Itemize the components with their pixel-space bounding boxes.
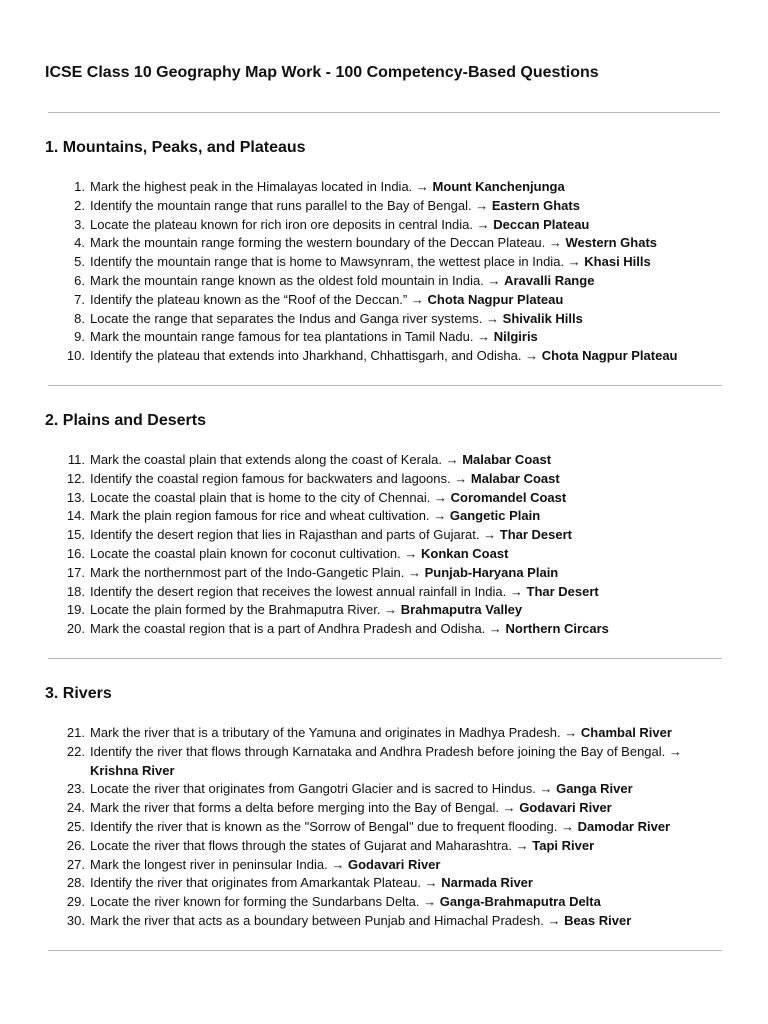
answer-text: Godavari River xyxy=(347,856,441,872)
divider xyxy=(48,112,720,113)
question-number: 5. xyxy=(74,254,85,270)
arrow-icon: → xyxy=(477,329,491,345)
question-body xyxy=(90,234,720,253)
sections-container xyxy=(45,138,720,951)
answer-text: Beas River xyxy=(564,912,632,928)
divider xyxy=(48,950,722,951)
question-number: 1. xyxy=(74,179,85,194)
question-text: Mark the highest peak in the Himalayas located in India. xyxy=(90,179,413,194)
question-body xyxy=(90,507,720,526)
answer-text: Malabar Coast xyxy=(462,451,552,467)
arrow-icon: → xyxy=(525,348,539,364)
answer-text: Aravalli Range xyxy=(504,272,595,288)
question-text: Locate the river that originates from Gangotri Glacier and is sacred to Hindus. xyxy=(90,781,536,797)
question-number: 8. xyxy=(74,310,85,326)
question-number: 24. xyxy=(66,800,85,816)
answer-text: Punjab-Haryana Plain xyxy=(424,564,559,580)
question-text: Mark the coastal plain that extends along the coast of Kerala. xyxy=(90,451,442,467)
question-body xyxy=(90,620,720,639)
answer-text: Tapi River xyxy=(532,837,595,853)
question-number: 17. xyxy=(66,564,85,580)
question-item xyxy=(45,893,720,912)
question-text: Locate the range that separates the Indus and Ganga river systems. xyxy=(90,310,483,326)
arrow-icon: → xyxy=(483,527,497,543)
question-number: 30. xyxy=(66,912,85,928)
question-number: 14. xyxy=(66,508,85,524)
answer-text: Chambal River xyxy=(580,724,672,740)
question-item xyxy=(45,507,720,526)
answer-text: Narmada River xyxy=(441,875,533,891)
question-body xyxy=(90,178,720,197)
question-body xyxy=(90,253,720,272)
arrow-icon: → xyxy=(434,489,447,505)
question-body xyxy=(90,912,720,931)
question-text: Locate the plateau known for rich iron ore deposits in central India. xyxy=(90,216,474,232)
section-heading: 3. Rivers xyxy=(45,684,112,702)
answer-text: Brahmaputra Valley xyxy=(400,602,523,618)
arrow-icon: → xyxy=(547,912,561,928)
arrow-icon: → xyxy=(475,197,489,213)
question-item xyxy=(45,178,720,197)
question-item xyxy=(45,489,720,508)
arrow-icon: → xyxy=(486,310,500,326)
question-number: 23. xyxy=(66,781,85,797)
question-number: 28. xyxy=(66,875,85,891)
question-number: 20. xyxy=(66,621,85,637)
question-list xyxy=(45,451,720,639)
question-body xyxy=(90,780,720,799)
question-text: Mark the river that acts as a boundary between Punjab and Himachal Pradesh. xyxy=(90,912,544,928)
arrow-icon: → xyxy=(509,583,523,599)
question-number: 7. xyxy=(74,291,85,307)
arrow-icon: → xyxy=(476,216,490,232)
question-item xyxy=(45,272,720,291)
question-body xyxy=(90,856,720,875)
question-text: Locate the river known for forming the Sundarbans Delta. xyxy=(90,894,420,910)
question-number: 15. xyxy=(66,527,85,543)
answer-text: Thar Desert xyxy=(499,527,573,543)
question-text: Mark the coastal region that is a part of Andhra Pradesh and Odisha. xyxy=(90,621,486,637)
answer-text: Eastern Ghats xyxy=(491,197,580,213)
question-item xyxy=(45,874,720,893)
arrow-icon: → xyxy=(561,818,575,834)
question-body xyxy=(90,451,720,470)
divider xyxy=(48,385,722,386)
question-item xyxy=(45,545,720,564)
arrow-icon: → xyxy=(445,451,459,467)
question-number: 19. xyxy=(66,602,85,618)
question-number: 13. xyxy=(66,489,85,505)
question-text: Identify the river that flows through Karnataka and Andhra Pradesh before joining the Bay of Bengal. xyxy=(90,743,666,759)
question-item xyxy=(45,197,720,216)
question-number: 29. xyxy=(66,894,85,910)
arrow-icon: → xyxy=(539,781,553,797)
question-text: Locate the river that flows through the states of Gujarat and Maharashtra. xyxy=(90,837,513,853)
question-item xyxy=(45,856,720,875)
question-body xyxy=(90,328,720,347)
question-body xyxy=(90,818,720,837)
question-number: 2. xyxy=(74,197,85,213)
question-body xyxy=(90,545,720,564)
question-item xyxy=(45,583,720,602)
arrow-icon: → xyxy=(668,743,682,759)
answer-text: Ganga-Brahmaputra Delta xyxy=(439,894,601,910)
question-item xyxy=(45,526,720,545)
question-body xyxy=(90,470,720,489)
arrow-icon: → xyxy=(564,724,578,740)
arrow-icon: → xyxy=(488,621,502,637)
question-body xyxy=(90,489,720,508)
question-text: Mark the river that is a tributary of the Yamuna and originates in Madhya Pradesh. xyxy=(90,724,561,740)
answer-text: Chota Nagpur Plateau xyxy=(541,348,678,364)
question-list xyxy=(45,724,720,931)
answer-text: Ganga River xyxy=(556,781,633,797)
arrow-icon: → xyxy=(548,235,562,251)
question-text: Identify the desert region that receives the lowest annual rainfall in India. xyxy=(90,583,507,599)
question-body xyxy=(90,216,720,235)
answer-text: Northern Circars xyxy=(505,621,609,637)
question-text: Mark the plain region famous for rice and wheat cultivation. xyxy=(90,508,430,524)
arrow-icon: → xyxy=(487,272,501,288)
document-title: ICSE Class 10 Geography Map Work - 100 Competency-Based Questions xyxy=(45,64,599,81)
question-text: Identify the mountain range that is home to Mawsynram, the wettest place in India. xyxy=(90,254,565,270)
question-number: 25. xyxy=(66,818,85,834)
arrow-icon: → xyxy=(502,800,516,816)
arrow-icon: → xyxy=(407,564,421,580)
arrow-icon: → xyxy=(433,508,447,524)
question-body xyxy=(90,272,720,291)
answer-text: Godavari River xyxy=(519,800,612,816)
question-number: 27. xyxy=(66,856,85,872)
question-body xyxy=(90,724,720,743)
question-number: 26. xyxy=(66,837,85,853)
question-body xyxy=(90,743,720,781)
question-text: Mark the longest river in peninsular India. xyxy=(90,856,328,872)
question-body xyxy=(90,291,720,310)
question-item xyxy=(45,724,720,743)
answer-text: Chota Nagpur Plateau xyxy=(427,291,564,307)
question-item xyxy=(45,564,720,583)
question-item xyxy=(45,743,720,781)
question-text: Locate the plain formed by the Brahmaputra River. xyxy=(90,602,381,618)
answer-text: Konkan Coast xyxy=(421,545,509,561)
answer-text: Mount Kanchenjunga xyxy=(432,179,565,194)
question-text: Identify the river that is known as the "Sorrow of Bengal" due to frequent flooding. xyxy=(90,818,558,834)
section-heading: 1. Mountains, Peaks, and Plateaus xyxy=(45,139,306,156)
answer-text: Nilgiris xyxy=(493,329,538,345)
question-text: Mark the northernmost part of the Indo-Gangetic Plain. xyxy=(90,564,405,580)
arrow-icon: → xyxy=(384,602,398,618)
question-text: Identify the desert region that lies in Rajasthan and parts of Gujarat. xyxy=(90,527,480,543)
question-list xyxy=(45,178,720,366)
answer-text: Western Ghats xyxy=(565,235,658,251)
answer-text: Shivalik Hills xyxy=(502,310,583,326)
question-item xyxy=(45,234,720,253)
question-text: Mark the mountain range forming the western boundary of the Deccan Plateau. xyxy=(90,235,546,251)
question-number: 21. xyxy=(66,724,85,740)
arrow-icon: → xyxy=(331,856,345,872)
question-text: Mark the mountain range famous for tea plantations in Tamil Nadu. xyxy=(90,329,474,345)
answer-text: Khasi Hills xyxy=(584,254,651,270)
arrow-icon: → xyxy=(423,894,437,910)
question-text: Mark the river that forms a delta before merging into the Bay of Bengal. xyxy=(90,800,499,816)
question-number: 6. xyxy=(74,272,85,288)
answer-text: Thar Desert xyxy=(526,583,599,599)
question-item xyxy=(45,451,720,470)
question-number: 22. xyxy=(66,743,85,759)
question-body xyxy=(90,526,720,545)
question-item xyxy=(45,216,720,235)
arrow-icon: → xyxy=(415,179,429,194)
question-item xyxy=(45,799,720,818)
question-body xyxy=(90,893,720,912)
question-item xyxy=(45,620,720,639)
question-item xyxy=(45,291,720,310)
answer-text: Damodar River xyxy=(577,818,671,834)
question-body xyxy=(90,837,720,856)
question-text: Mark the mountain range known as the oldest fold mountain in India. xyxy=(90,272,484,288)
question-item xyxy=(45,818,720,837)
question-number: 3. xyxy=(74,216,85,232)
question-number: 16. xyxy=(66,545,85,561)
question-number: 10. xyxy=(66,348,85,364)
question-body xyxy=(90,310,720,329)
question-body xyxy=(90,874,720,893)
arrow-icon: → xyxy=(404,545,418,561)
question-item xyxy=(45,347,720,366)
question-text: Locate the coastal plain that is home to the city of Chennai. xyxy=(90,489,431,505)
answer-text: Gangetic Plain xyxy=(449,508,541,524)
arrow-icon: → xyxy=(424,875,438,891)
question-item xyxy=(45,328,720,347)
answer-text: Deccan Plateau xyxy=(493,216,590,232)
answer-text: Coromandel Coast xyxy=(450,489,567,505)
question-item xyxy=(45,601,720,620)
answer-text: Krishna River xyxy=(90,762,175,778)
question-text: Identify the mountain range that runs parallel to the Bay of Bengal. xyxy=(90,197,472,213)
question-number: 18. xyxy=(66,583,85,599)
question-number: 9. xyxy=(74,329,85,345)
question-item xyxy=(45,837,720,856)
question-item xyxy=(45,912,720,931)
divider xyxy=(48,658,722,659)
question-text: Identify the river that originates from Amarkantak Plateau. xyxy=(90,875,421,891)
question-number: 11. xyxy=(67,451,85,467)
question-body xyxy=(90,583,720,602)
question-text: Identify the plateau that extends into Jharkhand, Chhattisgarh, and Odisha. xyxy=(90,348,522,364)
question-text: Identify the plateau known as the “Roof of the Deccan.” xyxy=(90,291,408,307)
question-number: 4. xyxy=(74,235,85,251)
arrow-icon: → xyxy=(410,291,424,307)
question-body xyxy=(90,799,720,818)
answer-text: Malabar Coast xyxy=(470,470,560,486)
question-number: 12. xyxy=(66,470,85,486)
arrow-icon: → xyxy=(515,837,529,853)
arrow-icon: → xyxy=(454,470,468,486)
question-item xyxy=(45,253,720,272)
question-body xyxy=(90,347,720,366)
question-item xyxy=(45,780,720,799)
section-heading: 2. Plains and Deserts xyxy=(45,411,206,429)
question-text: Identify the coastal region famous for backwaters and lagoons. xyxy=(90,470,451,486)
question-item xyxy=(45,470,720,489)
question-body xyxy=(90,197,720,216)
question-item xyxy=(45,310,720,329)
question-body xyxy=(90,601,720,620)
question-text: Locate the coastal plain known for coconut cultivation. xyxy=(90,545,401,561)
arrow-icon: → xyxy=(567,254,581,270)
question-body xyxy=(90,564,720,583)
